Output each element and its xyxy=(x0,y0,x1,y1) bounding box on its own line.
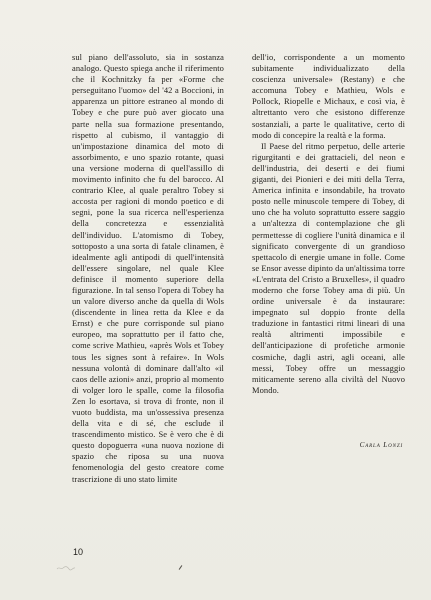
paragraph: Il Paese del ritmo perpetuo, delle arterie rigurgitanti e dei grattacieli, del neon e dell'industria, dei deserti e dei fiumi giganti, dei Pionieri e dei miti della Terra, America infinita e insondabile, ha trovato posto nelle minuscole tempere di Tobey, di uno che ha voluto soprattutto essere saggio a un'altezza di contemplazione che gli permettesse di cogliere l'unità dinamica e il significato convergente di un grandioso spettacolo di energie umane in folle. Come se Ensor avesse dipinto da un'altissima torre «L'entrata del Cristo a Bruxelles», il quadro moderno che forse Tobey ama di più. Un ordine universale è da instaurare: impegnato sul doppio fronte della traduzione in fantastici ritmi lineari di una realtà altrimenti impossibile e dell'anticipazione di profetiche armonie cosmiche, dagli astri, agli oceani, alle messi, Tobey offre un messaggio miticamente sereno alla civiltà del Nuovo Mondo. xyxy=(252,140,405,395)
faint-scribble xyxy=(56,565,76,571)
paragraph: dell'io, corrispondente a un momento subitamente individualizzato della coscienza universale» (Restany) e che accomuna Tobey e Mathieu, Wols e Pollock, Riopelle e Michaux, e così via, è altrettanto vero che esistono differenze sostanziali, a parte le qualitative, certo di modo di concepire la realtà e la forma. xyxy=(252,52,405,140)
paragraph: sul piano dell'assoluto, sia in sostanza analogo. Questo spiega anche il riferimento che il Kochnitzky fa per «Forme che perseguitano l'uomo» del '42 a Boccioni, in apparenza un pittore estraneo al mondo di Tobey e che pure può aver giocato una parte nella sua formazione presentando, rispetto al cubismo, il vantaggio di un'impostazione dinamica del moto di assorbimento, e uno spazio rotante, quasi una versione moderna di quell'assillo di movimento infinito che fu del barocco. Al contrario Klee, al quale peraltro Tobey si accosta per ragioni di mondo poetico e di segni, pone la sua ricerca nell'esperienza della concretezza e essenzialità dell'individuo. L'atomismo di Tobey, sottoposto a una sorta di fatale clinamen, è idealmente agli antipodi di quell'intensità dell'essere singolare, nel quale Klee definisce il momento superiore della figurazione. In tal senso l'opera di Tobey ha un valore diverso anche da quella di Wols (discendente in linea retta da Klee e da Ernst) e che pure corrisponde sul piano europeo, ma soprattutto per il fatto che, come scrive Mathieu, «après Wols et Tobey tous les signes sont à refaire». In Wols nessuna volontà di dominare dall'alto «il caos delle azioni» anzi, proprio al momento di volger loro le spalle, come la filosofia Zen lo esortava, si trova di fronte, non il vuoto buddista, ma un'ossessiva presenza della vita e di sé, che esclude il trascendimento mistico. Se è vero che è di questo dopoguerra «una nuova nozione di spazio che riposa su una nuova fenomenologia del gesto creatore come trascrizione di uno stato limite xyxy=(72,52,224,484)
text-column-right xyxy=(252,52,405,396)
pencil-mark xyxy=(179,565,183,570)
page-number: 10 xyxy=(73,547,84,557)
text-column-left xyxy=(72,52,224,485)
author-signature: Carla Lonzi xyxy=(359,441,403,449)
